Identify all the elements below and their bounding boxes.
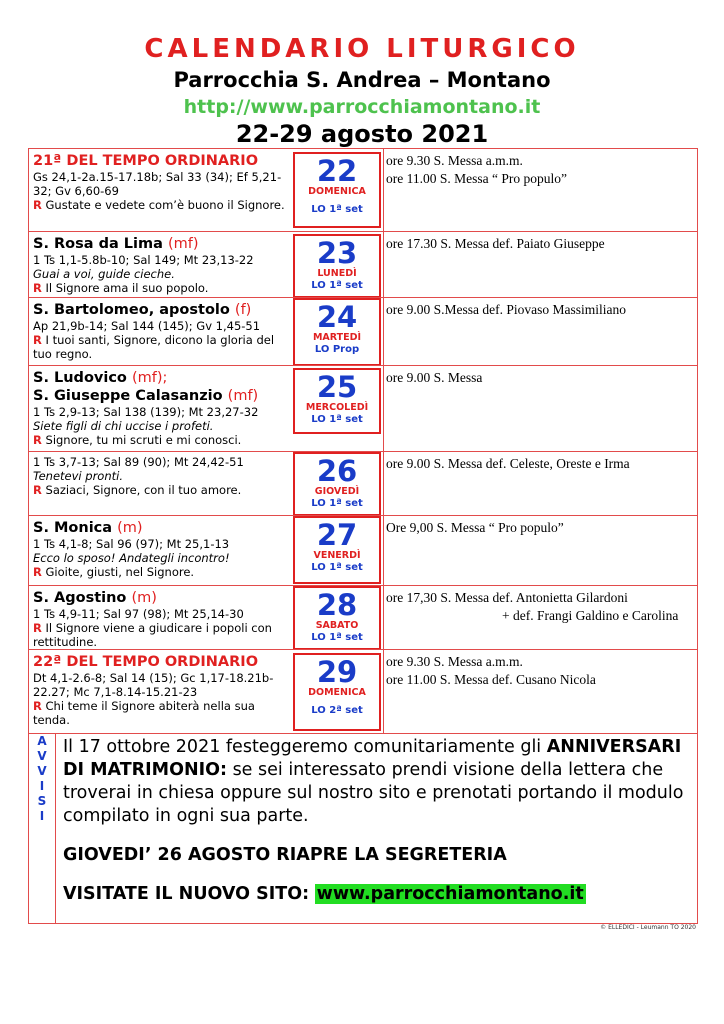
- parish-name: Parrocchia S. Andrea – Montano: [173, 68, 551, 92]
- celebration-name: S. Agostino (m): [33, 590, 157, 606]
- celebration-name: S. Monica (m): [33, 520, 143, 536]
- date-box: [293, 152, 381, 228]
- liturgy-set: LO 1ª set: [311, 204, 363, 215]
- psalm-response: R Il Signore ama il suo popolo.: [33, 281, 209, 295]
- day-row-22: [29, 149, 697, 231]
- day-number: 28: [316, 588, 358, 622]
- liturgy-set: LO 1ª set: [311, 632, 363, 643]
- mass-cell: [383, 452, 697, 515]
- readings: 1 Ts 4,1-8; Sal 96 (97); Mt 25,1-13: [33, 537, 230, 551]
- copyright: © ELLEDICI - Leumann TO 2020: [600, 924, 696, 931]
- celebration-name: 21ª DEL TEMPO ORDINARIO: [33, 153, 259, 169]
- liturgy-cell: [29, 149, 293, 231]
- psalm-response: R Signore, tu mi scruti e mi conosci.: [33, 433, 242, 447]
- notices-letter: S: [37, 794, 47, 808]
- weekday: VENERDÌ: [313, 550, 361, 561]
- mass-line: ore 17.30 S. Messa def. Paiato Giuseppe: [386, 236, 605, 251]
- date-box: [293, 234, 381, 298]
- mass-cell: [383, 586, 697, 649]
- mass-line: ore 9.00 S. Messa def. Celeste, Oreste e Irma: [386, 456, 630, 471]
- readings: 1 Ts 1,1-5.8b-10; Sal 149; Mt 23,13-22: [33, 253, 254, 267]
- notices-letter: A: [37, 734, 47, 748]
- date-box: [293, 586, 381, 650]
- day-row-28: [29, 585, 697, 649]
- mass-line: ore 9.30 S. Messa a.m.m.: [386, 153, 523, 168]
- liturgy-cell: [29, 516, 293, 585]
- celebration-name: S. Bartolomeo, apostolo (f): [33, 302, 252, 318]
- parish-url[interactable]: http://www.parrocchiamontano.it: [183, 96, 541, 118]
- weekday: GIOVEDÌ: [314, 486, 360, 497]
- day-number: 27: [316, 518, 358, 552]
- liturgy-set: LO 2ª set: [311, 705, 363, 716]
- notices-letter: V: [37, 764, 47, 778]
- readings: Gs 24,1-2a.15-17.18b; Sal 33 (34); Ef 5,21-32; Gv 6,60-69: [33, 170, 282, 198]
- liturgy-cell: [29, 366, 293, 451]
- notice-website: VISITATE IL NUOVO SITO: www.parrocchiamontano.it: [63, 884, 584, 904]
- notices-text: [63, 736, 695, 906]
- day-row-25: [29, 365, 697, 451]
- mass-line: ore 11.00 S. Messa def. Cusano Nicola: [386, 672, 596, 687]
- date-box: [293, 653, 381, 731]
- day-number: 22: [316, 154, 358, 188]
- date-box: [293, 298, 381, 366]
- notice-anniversary: Il 17 ottobre 2021 festeggeremo comunitariamente gli ANNIVERSARI DI MATRIMONIO: se sei interessato prendi visione della lettera che troverai in chiesa oppure sul nostro sito e prenotati portando il modulo compilato in ogni sua parte.: [63, 737, 684, 826]
- calendar-title: CALENDARIO LITURGICO: [144, 34, 580, 64]
- celebration-name: S. Rosa da Lima (mf): [33, 236, 199, 252]
- psalm-response: R Saziaci, Signore, con il tuo amore.: [33, 483, 242, 497]
- notices-letter: V: [37, 749, 47, 763]
- weekday: DOMENICA: [308, 186, 366, 197]
- liturgy-cell: [29, 298, 293, 365]
- readings: 1 Ts 3,7-13; Sal 89 (90); Mt 24,42-51: [33, 455, 244, 469]
- psalm-response: R Gustate e vedete com’è buono il Signore.: [33, 198, 285, 212]
- mass-line: ore 9.00 S. Messa: [386, 370, 483, 385]
- celebration-name: 22ª DEL TEMPO ORDINARIO: [33, 654, 259, 670]
- liturgy-cell: [29, 586, 293, 649]
- day-row-24: [29, 297, 697, 365]
- mass-line: ore 9.00 S.Messa def. Piovaso Massimiliano: [386, 302, 626, 317]
- weekday: LUNEDÌ: [317, 268, 357, 279]
- liturgy-cell: [29, 452, 293, 515]
- mass-cell: [383, 516, 697, 585]
- psalm-response: R Il Signore viene a giudicare i popoli con rettitudine.: [33, 621, 272, 649]
- celebration-name: S. Ludovico (mf);: [33, 370, 168, 386]
- psalm-response: R Gioite, giusti, nel Signore.: [33, 565, 195, 579]
- gospel-verse: Guai a voi, guide cieche.: [33, 267, 175, 281]
- calendar-table: [28, 148, 698, 734]
- mass-line: ore 11.00 S. Messa “ Pro populo”: [386, 171, 567, 186]
- liturgy-set: LO Prop: [314, 344, 360, 355]
- date-box: [293, 516, 381, 584]
- liturgy-set: LO 1ª set: [311, 414, 363, 425]
- readings: 1 Ts 2,9-13; Sal 138 (139); Mt 23,27-32: [33, 405, 259, 419]
- mass-cell: [383, 232, 697, 297]
- mass-line: Ore 9,00 S. Messa “ Pro populo”: [386, 520, 564, 535]
- readings: Dt 4,1-2.6-8; Sal 14 (15); Gc 1,17-18.21b-22.27; Mc 7,1-8.14-15.21-23: [33, 671, 274, 699]
- readings: Ap 21,9b-14; Sal 144 (145); Gv 1,45-51: [33, 319, 261, 333]
- website-link[interactable]: www.parrocchiamontano.it: [316, 884, 584, 904]
- notices-letter: I: [39, 809, 45, 823]
- liturgy-set: LO 1ª set: [311, 562, 363, 573]
- date-box: [293, 368, 381, 434]
- date-range: 22-29 agosto 2021: [235, 120, 489, 148]
- mass-cell: [383, 366, 697, 451]
- day-number: 25: [316, 370, 358, 404]
- mass-cell: [383, 650, 697, 733]
- day-number: 23: [316, 236, 358, 270]
- liturgy-set: LO 1ª set: [311, 280, 363, 291]
- weekday: MARTEDÌ: [312, 332, 362, 343]
- day-number: 26: [316, 454, 358, 488]
- gospel-verse: Siete figli di chi uccise i profeti.: [33, 419, 214, 433]
- notices-letter: I: [39, 779, 45, 793]
- readings: 1 Ts 4,9-11; Sal 97 (98); Mt 25,14-30: [33, 607, 244, 621]
- mass-cell: [383, 149, 697, 231]
- liturgy-cell: [29, 650, 293, 733]
- mass-line: ore 9.30 S. Messa a.m.m.: [386, 654, 523, 669]
- gospel-verse: Ecco lo sposo! Andategli incontro!: [33, 551, 230, 565]
- mass-cell: [383, 298, 697, 365]
- notice-office: GIOVEDI’ 26 AGOSTO RIAPRE LA SEGRETERIA: [63, 845, 507, 865]
- mass-line: ore 17,30 S. Messa def. Antonietta Gilardoni: [386, 590, 628, 605]
- weekday: SABATO: [315, 620, 359, 631]
- date-box: [293, 452, 381, 516]
- weekday: DOMENICA: [308, 687, 366, 698]
- psalm-response: R I tuoi santi, Signore, dicono la gloria del tuo regno.: [33, 333, 275, 361]
- day-row-26: [29, 451, 697, 515]
- day-row-29: [29, 649, 697, 733]
- day-row-23: [29, 231, 697, 297]
- notices-label: [29, 734, 56, 923]
- celebration-name-2: S. Giuseppe Calasanzio (mf): [33, 388, 259, 404]
- notices-box: [28, 734, 698, 924]
- day-number: 29: [316, 655, 358, 689]
- liturgy-cell: [29, 232, 293, 297]
- psalm-response: R Chi teme il Signore abiterà nella sua tenda.: [33, 699, 255, 727]
- gospel-verse: Tenetevi pronti.: [33, 469, 123, 483]
- liturgy-set: LO 1ª set: [311, 498, 363, 509]
- mass-line: + def. Frangi Galdino e Carolina: [502, 608, 679, 623]
- day-row-27: [29, 515, 697, 585]
- weekday: MERCOLEDÌ: [305, 402, 369, 413]
- day-number: 24: [316, 300, 358, 334]
